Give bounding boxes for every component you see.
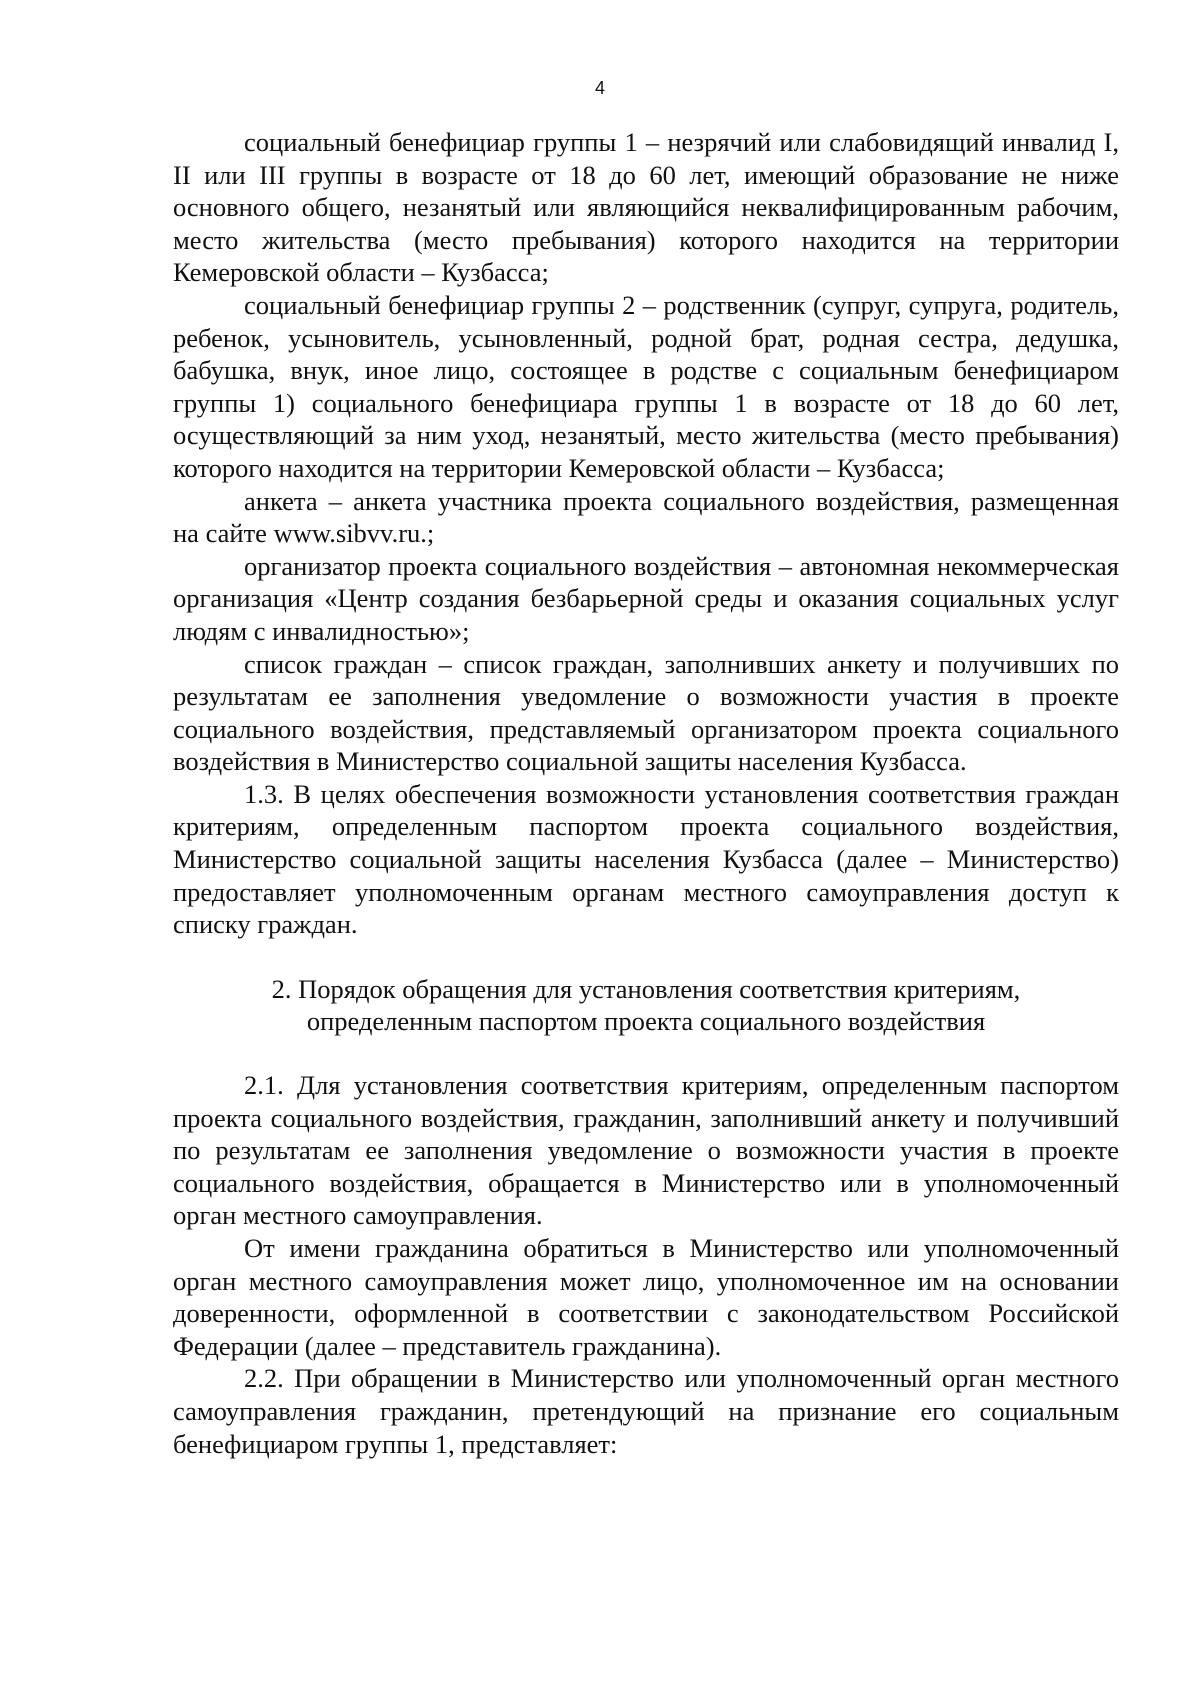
section-heading-line-2: определенным паспортом проекта социального воздействия: [306, 1006, 986, 1037]
clause-2-2: 2.2. При обращении в Министерство или уполномоченный орган местного самоуправления гражданин, претендующий на признание его социальным бенефициаром группы 1, представляет:: [173, 1363, 1119, 1459]
section-heading-line-1: 2. Порядок обращения для установления соответствия критериям,: [271, 973, 1021, 1004]
definition-beneficiary-group-2: социальный бенефициар группы 2 – родственник (супруг, супруга, родитель, ребенок, усыновитель, усыновленный, родной брат, родная сестра, дедушка, бабушка, внук, иное лицо, состоящее в родстве с социальным бенефициаром группы 1) социального бенефициара группы 1 в возрасте от 18 до 60 лет, осуществляющий за ним уход, незанятый, место жительства (место пребывания) которого находится на территории Кемеровской области – Кузбасса;: [173, 289, 1119, 483]
definition-organizer: организатор проекта социального воздействия – автономная некоммерческая организация «Центр создания безбарьерной среды и оказания социальных услуг людям с инвалидностью»;: [173, 550, 1119, 646]
definition-citizens-list: список граждан – список граждан, заполнивших анкету и получивших по результатам ее заполнения уведомление о возможности участия в проекте социального воздействия, представляемый организатором проекта социального воздействия в Министерство социальной защиты населения Кузбасса.: [173, 648, 1119, 777]
document-body: [173, 126, 1119, 1460]
page-number: 4: [594, 78, 605, 98]
clause-2-1: 2.1. Для установления соответствия критериям, определенным паспортом проекта социального воздействия, гражданин, заполнивший анкету и получивший по результатам ее заполнения уведомление о возможности участия в проекте социального воздействия, обращается в Министерство или в уполномоченный орган местного самоуправления.: [173, 1070, 1119, 1231]
definition-beneficiary-group-1: социальный бенефициар группы 1 – незрячий или слабовидящий инвалид I, II или III группы в возрасте от 18 до 60 лет, имеющий образование не ниже основного общего, незанятый или являющийся неквалифицированным рабочим, место жительства (место пребывания) которого находится на территории Кемеровской области – Кузбасса;: [173, 127, 1119, 288]
definition-questionnaire: анкета – анкета участника проекта социального воздействия, размещенная на сайте www.sibvv.ru.;: [173, 485, 1119, 549]
section-heading: [173, 973, 1119, 1038]
clause-1-3: 1.3. В целях обеспечения возможности установления соответствия граждан критериям, определенным паспортом проекта социального воздействия, Министерство социальной защиты населения Кузбасса (далее – Министерство) предоставляет уполномоченным органам местного самоуправления доступ к списку граждан.: [173, 778, 1119, 940]
clause-representative: От имени гражданина обратиться в Министерство или уполномоченный орган местного самоуправления может лицо, уполномоченное им на основании доверенности, оформленной в соответствии с законодательством Российской Федерации (далее – представитель гражданина).: [173, 1233, 1119, 1361]
